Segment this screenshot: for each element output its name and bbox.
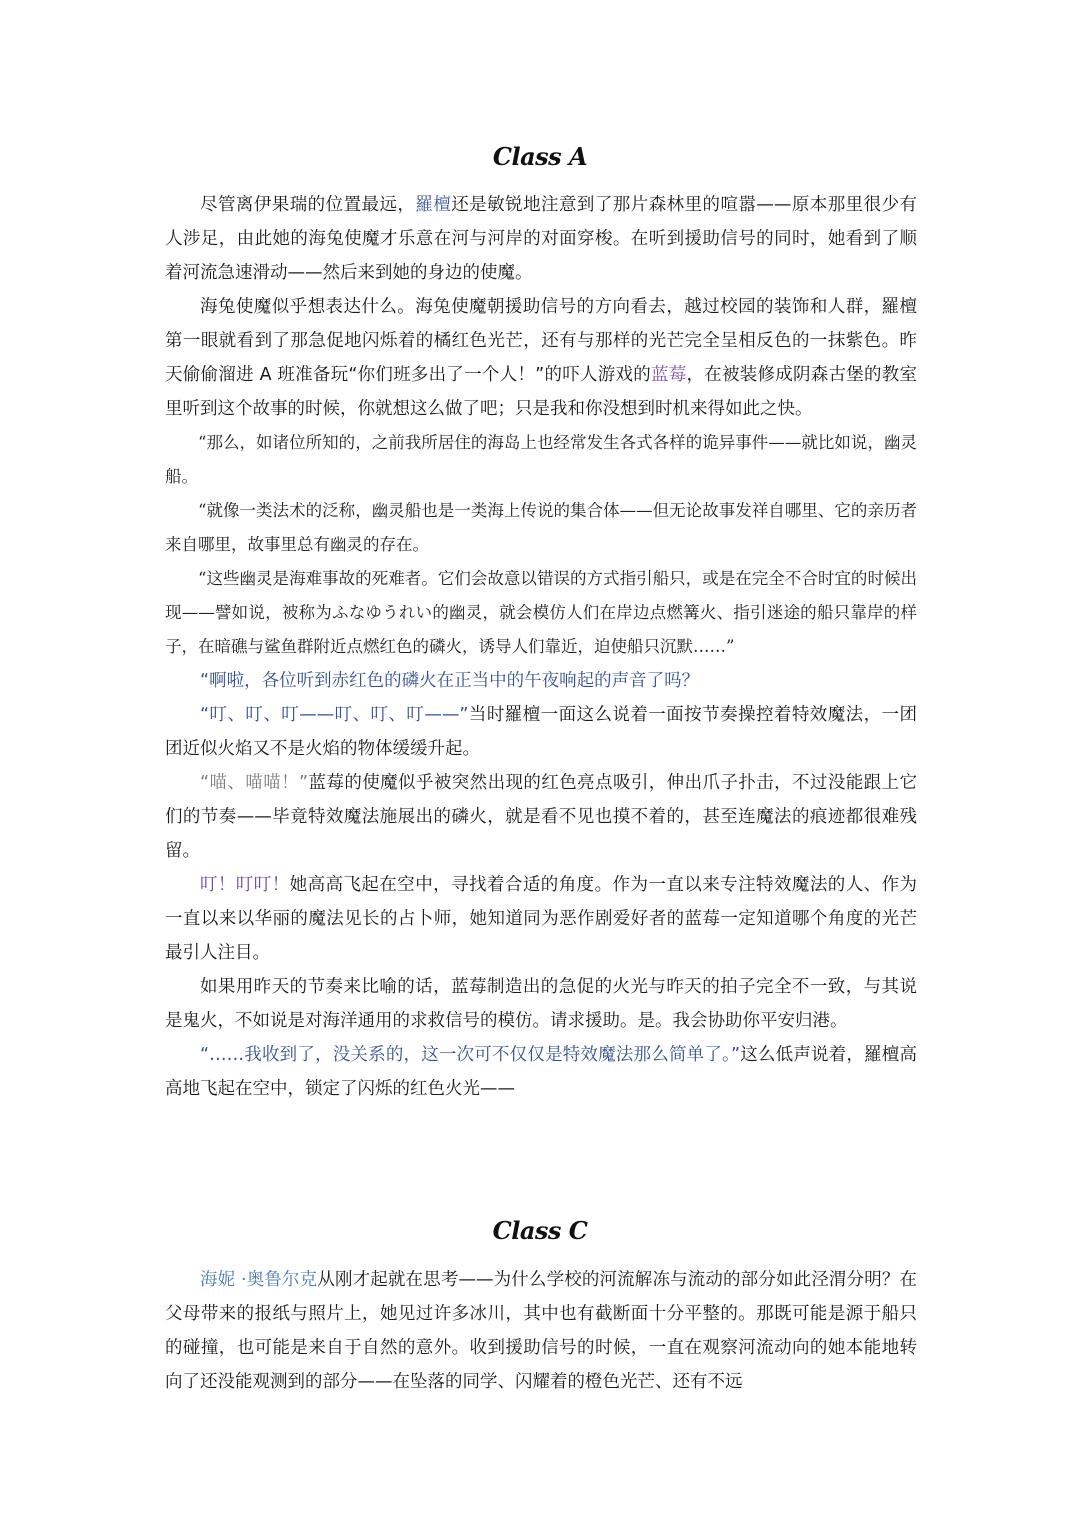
- paragraph-text: 她高高飞起在空中，寻找着合适的角度。作为一直以来专注特效魔法的人、作为一直以来以华丽的魔法见长的占卜师，她知道同为恶作剧爱好者的蓝莓一定知道哪个角度的光芒最引人注目。: [165, 875, 918, 963]
- paragraph: [165, 188, 917, 290]
- character-name-haini: 海妮 ·奥鲁尔克: [200, 1270, 318, 1290]
- paragraph-text: 尽管离伊果瑞的位置最远，: [200, 195, 416, 215]
- paragraph-text: 海兔使魔似乎想表达什么。海兔使魔朝援助信号的方向看去，越过校园的装饰和人群，羅檀第一眼就看到了那急促地闪烁着的橘红色光芒，还有与那样的光芒完全呈相反色的一抹紫色。昨天偷偷溜进 A 班准备玩“你们班多出了一个人！”的吓人游戏的: [165, 297, 917, 385]
- paragraph: [165, 868, 917, 970]
- story-quote-paragraph: “就像一类法术的泛称，幽灵船也是一类海上传说的集合体——但无论故事发祥自哪里、它的亲历者来自哪里，故事里总有幽灵的存在。: [165, 501, 917, 554]
- paragraph-text: 从刚才起就在思考——为什么学校的河流解冻与流动的部分如此泾渭分明？在父母带来的报纸与照片上，她见过许多冰川，其中也有截断面十分平整的。那既可能是源于船只的碰撞，也可能是来自于自然的意外。收到援助信号的时候，一直在观察河流动向的她本能地转向了还没能观测到的部分——在坠落的同学、闪耀着的橙色光芒、还有不远: [165, 1270, 917, 1392]
- paragraph: [165, 766, 917, 868]
- paragraph-text: 当时羅檀一面这么说着一面按节奏操控着特效魔法，一团团近似火焰又不是火焰的物体缓缓升起。: [165, 705, 917, 759]
- paragraph-text: 这么低声说着，羅檀高高地飞起在空中，锁定了闪烁的红色火光——: [165, 1045, 917, 1099]
- character-name-lanmei: 蓝莓: [651, 365, 687, 385]
- dialogue-paragraph: “啊啦，各位听到赤红色的磷火在正当中的午夜响起的声音了吗？: [200, 671, 700, 691]
- dialogue-chime-purple: 叮！叮叮！: [200, 875, 290, 895]
- story-quote-paragraph: “这些幽灵是海难事故的死难者。它们会故意以错误的方式指引船只，或是在完全不合时宜的时候出现——譬如说，被称为ふなゆうれい的幽灵，就会模仿人们在岸边点燃篝火、指引迷途的船只靠岸的样子，在暗礁与鲨鱼群附近点燃红色的磷火，诱导人们靠近，迫使船只沉默……”: [165, 569, 917, 656]
- paragraph: [165, 1263, 917, 1399]
- section-heading-class-c: Class C: [492, 1216, 588, 1245]
- paragraph-text: 蓝莓的使魔似乎被突然出现的红色亮点吸引，伸出爪子扑击，不过没能跟上它们的节奏——毕竟特效魔法施展出的磷火，就是看不见也摸不着的，甚至连魔法的痕迹都很难残留。: [165, 773, 917, 861]
- story-quote-paragraph: “那么，如诸位所知的，之前我所居住的海岛上也经常发生各式各样的诡异事件——就比如说，幽灵船。: [165, 433, 917, 486]
- paragraph-text: ，在被装修成阴森古堡的教室里听到这个故事的时候，你就想这么做了吧；只是我和你没想到时机来得如此之快。: [165, 365, 918, 419]
- section-body-class-a: [165, 188, 917, 1106]
- dialogue-received: “……我收到了，没关系的，这一次可不仅仅是特效魔法那么简单了。”: [200, 1045, 741, 1065]
- dialogue-meow: “喵、喵喵！”: [200, 773, 309, 793]
- character-name-luotan: 羅檀: [415, 195, 452, 215]
- section-heading-class-a: Class A: [492, 142, 588, 171]
- paragraph-text: 还是敏锐地注意到了那片森林里的喧嚣——原本那里很少有人涉足，由此她的海兔使魔才乐意在河与河岸的对面穿梭。在听到援助信号的同时，她看到了顺着河流急速滑动——然后来到她的身边的使魔。: [165, 195, 918, 283]
- paragraph: [165, 1038, 917, 1106]
- paragraph: 如果用昨天的节奏来比喻的话，蓝莓制造出的急促的火光与昨天的拍子完全不一致，与其说是鬼火，不如说是对海洋通用的求救信号的模仿。请求援助。是。我会协助你平安归港。: [165, 977, 917, 1031]
- section-body-class-c: [165, 1263, 917, 1399]
- dialogue-chime: “叮、叮、叮——叮、叮、叮——”: [200, 705, 469, 725]
- paragraph: [165, 290, 917, 426]
- paragraph: [165, 698, 917, 766]
